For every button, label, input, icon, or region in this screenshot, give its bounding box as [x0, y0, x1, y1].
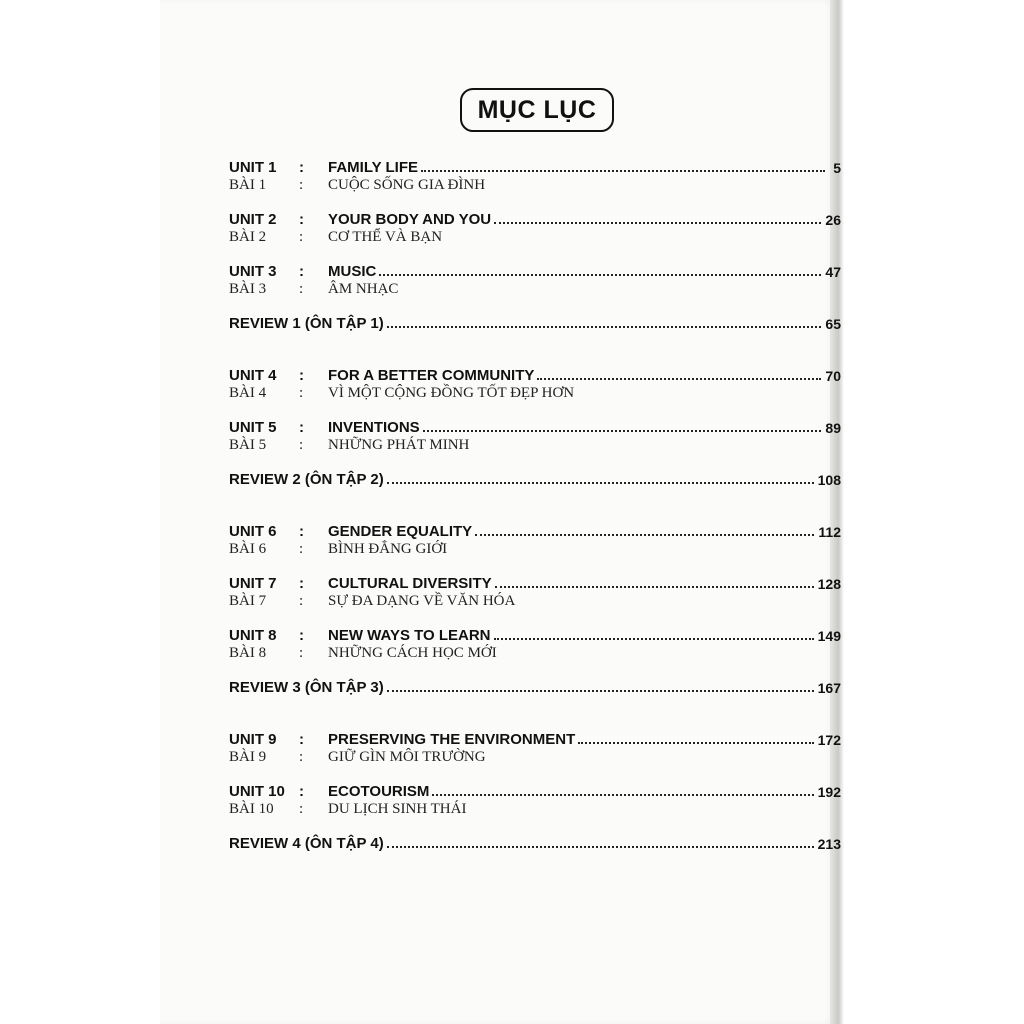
toc-unit-entry: [229, 778, 841, 830]
page-background-left: [0, 0, 160, 1024]
unit-code: UNIT 1: [229, 159, 277, 176]
separator: :: [299, 229, 304, 245]
unit-code: UNIT 5: [229, 419, 277, 436]
toc-entry-line: [229, 726, 841, 748]
toc-entry-vietnamese: [229, 437, 469, 454]
page-number: 5: [833, 160, 841, 176]
toc-entry-vietnamese: [229, 385, 574, 402]
lesson-code: BÀI 6: [229, 541, 267, 557]
dot-leader: [387, 690, 814, 692]
dot-leader: [387, 846, 814, 848]
lesson-code: BÀI 8: [229, 645, 267, 661]
separator: :: [299, 281, 304, 297]
lesson-code: BÀI 1: [229, 177, 267, 193]
separator: :: [299, 645, 304, 661]
separator: :: [299, 177, 304, 193]
toc-entry-vietnamese: [229, 749, 486, 766]
unit-title: ECOTOURISM: [328, 783, 430, 800]
lesson-title: GIỮ GÌN MÔI TRƯỜNG: [328, 749, 486, 765]
separator: :: [299, 575, 304, 592]
unit-title: NEW WAYS TO LEARN: [328, 627, 491, 644]
toc-unit-entry: [229, 258, 841, 310]
toc-review-entry: [229, 466, 841, 518]
separator: :: [299, 211, 304, 228]
toc-entry-line: [229, 414, 841, 436]
toc-entry-line: [229, 622, 841, 644]
dot-leader: [387, 482, 814, 484]
dot-leader: [432, 794, 813, 796]
dot-leader: [578, 742, 813, 744]
unit-title: INVENTIONS: [328, 419, 420, 436]
unit-code: UNIT 7: [229, 575, 277, 592]
page-number: 70: [825, 368, 841, 384]
toc-unit-entry: [229, 726, 841, 778]
page-number: 47: [825, 264, 841, 280]
lesson-title: CƠ THỂ VÀ BẠN: [328, 229, 443, 245]
toc-entry-line: [229, 310, 841, 332]
dot-leader: [379, 274, 821, 276]
lesson-code: BÀI 5: [229, 437, 267, 453]
separator: :: [299, 541, 304, 557]
dot-leader: [494, 638, 814, 640]
toc-unit-entry: [229, 414, 841, 466]
toc-entry-vietnamese: [229, 177, 485, 194]
toc-entry-vietnamese: [229, 645, 497, 662]
lesson-title: ÂM NHẠC: [328, 281, 399, 297]
toc-unit-entry: [229, 570, 841, 622]
separator: :: [299, 159, 304, 176]
page-number: 89: [825, 420, 841, 436]
lesson-title: SỰ ĐA DẠNG VỀ VĂN HÓA: [328, 593, 516, 609]
review-title: REVIEW 1 (ÔN TẬP 1): [229, 315, 384, 332]
toc-unit-entry: [229, 362, 841, 414]
page-number: 128: [817, 576, 841, 592]
unit-title: GENDER EQUALITY: [328, 523, 473, 540]
separator: :: [299, 749, 304, 765]
dot-leader: [475, 534, 814, 536]
dot-leader: [537, 378, 821, 380]
lesson-code: BÀI 10: [229, 801, 274, 817]
page-number: 149: [817, 628, 841, 644]
lesson-code: BÀI 9: [229, 749, 267, 765]
review-title: REVIEW 2 (ÔN TẬP 2): [229, 471, 384, 488]
toc-entry-vietnamese: [229, 281, 398, 298]
page-number: 192: [817, 784, 841, 800]
dot-leader: [423, 430, 822, 432]
separator: :: [299, 367, 304, 384]
page-number: 112: [818, 524, 841, 540]
toc-entry-line: [229, 362, 841, 384]
toc-unit-entry: [229, 154, 841, 206]
toc-entry-line: [229, 570, 841, 592]
page-number: 213: [817, 836, 841, 852]
lesson-code: BÀI 7: [229, 593, 267, 609]
separator: :: [299, 731, 304, 748]
separator: :: [299, 437, 304, 453]
page-number: 26: [825, 212, 841, 228]
dot-leader: [387, 326, 822, 328]
unit-code: UNIT 8: [229, 627, 277, 644]
separator: :: [299, 801, 304, 817]
dot-leader: [495, 586, 814, 588]
lesson-title: VÌ MỘT CỘNG ĐỒNG TỐT ĐẸP HƠN: [328, 385, 575, 401]
toc-entry-line: [229, 830, 841, 852]
unit-code: UNIT 2: [229, 211, 277, 228]
lesson-title: NHỮNG CÁCH HỌC MỚI: [328, 645, 497, 661]
page-number: 167: [817, 680, 841, 696]
separator: :: [299, 385, 304, 401]
unit-code: UNIT 6: [229, 523, 277, 540]
toc-unit-entry: [229, 518, 841, 570]
toc-entry-line: [229, 518, 841, 540]
separator: :: [299, 419, 304, 436]
separator: :: [299, 263, 304, 280]
review-title: REVIEW 4 (ÔN TẬP 4): [229, 835, 384, 852]
unit-title: YOUR BODY AND YOU: [328, 211, 492, 228]
unit-code: UNIT 10: [229, 783, 285, 800]
unit-title: MUSIC: [328, 263, 377, 280]
page-number: 172: [817, 732, 841, 748]
unit-title: FOR A BETTER COMMUNITY: [328, 367, 535, 384]
page-number: 108: [817, 472, 841, 488]
toc-unit-entry: [229, 206, 841, 258]
dot-leader: [421, 170, 825, 172]
separator: :: [299, 627, 304, 644]
toc-entry-vietnamese: [229, 801, 466, 818]
lesson-title: BÌNH ĐẲNG GIỚI: [328, 541, 448, 557]
toc-title-box: [460, 88, 614, 132]
unit-code: UNIT 4: [229, 367, 277, 384]
lesson-title: CUỘC SỐNG GIA ĐÌNH: [328, 177, 486, 193]
unit-code: UNIT 3: [229, 263, 277, 280]
toc-review-entry: [229, 674, 841, 726]
toc-unit-entry: [229, 622, 841, 674]
lesson-code: BÀI 3: [229, 281, 267, 297]
toc-review-entry: [229, 310, 841, 362]
lesson-code: BÀI 2: [229, 229, 267, 245]
unit-title: PRESERVING THE ENVIRONMENT: [328, 731, 576, 748]
toc-entry-line: [229, 778, 841, 800]
toc-entry-vietnamese: [229, 541, 447, 558]
dot-leader: [494, 222, 821, 224]
toc-entry-line: [229, 258, 841, 280]
toc-entry-line: [229, 674, 841, 696]
unit-title: CULTURAL DIVERSITY: [328, 575, 492, 592]
toc-entry-line: [229, 206, 841, 228]
separator: :: [299, 523, 304, 540]
toc-entry-line: [229, 154, 841, 176]
toc-entry-vietnamese: [229, 593, 515, 610]
toc-entry-vietnamese: [229, 229, 442, 246]
lesson-code: BÀI 4: [229, 385, 267, 401]
lesson-title: DU LỊCH SINH THÁI: [328, 801, 467, 817]
review-title: REVIEW 3 (ÔN TẬP 3): [229, 679, 384, 696]
page-number: 65: [825, 316, 841, 332]
unit-title: FAMILY LIFE: [328, 159, 419, 176]
table-of-contents: [229, 154, 841, 870]
separator: :: [299, 783, 304, 800]
toc-entry-line: [229, 466, 841, 488]
separator: :: [299, 593, 304, 609]
lesson-title: NHỮNG PHÁT MINH: [328, 437, 470, 453]
toc-review-entry: [229, 830, 841, 870]
toc-title: MỤC LỤC: [477, 95, 597, 124]
unit-code: UNIT 9: [229, 731, 277, 748]
